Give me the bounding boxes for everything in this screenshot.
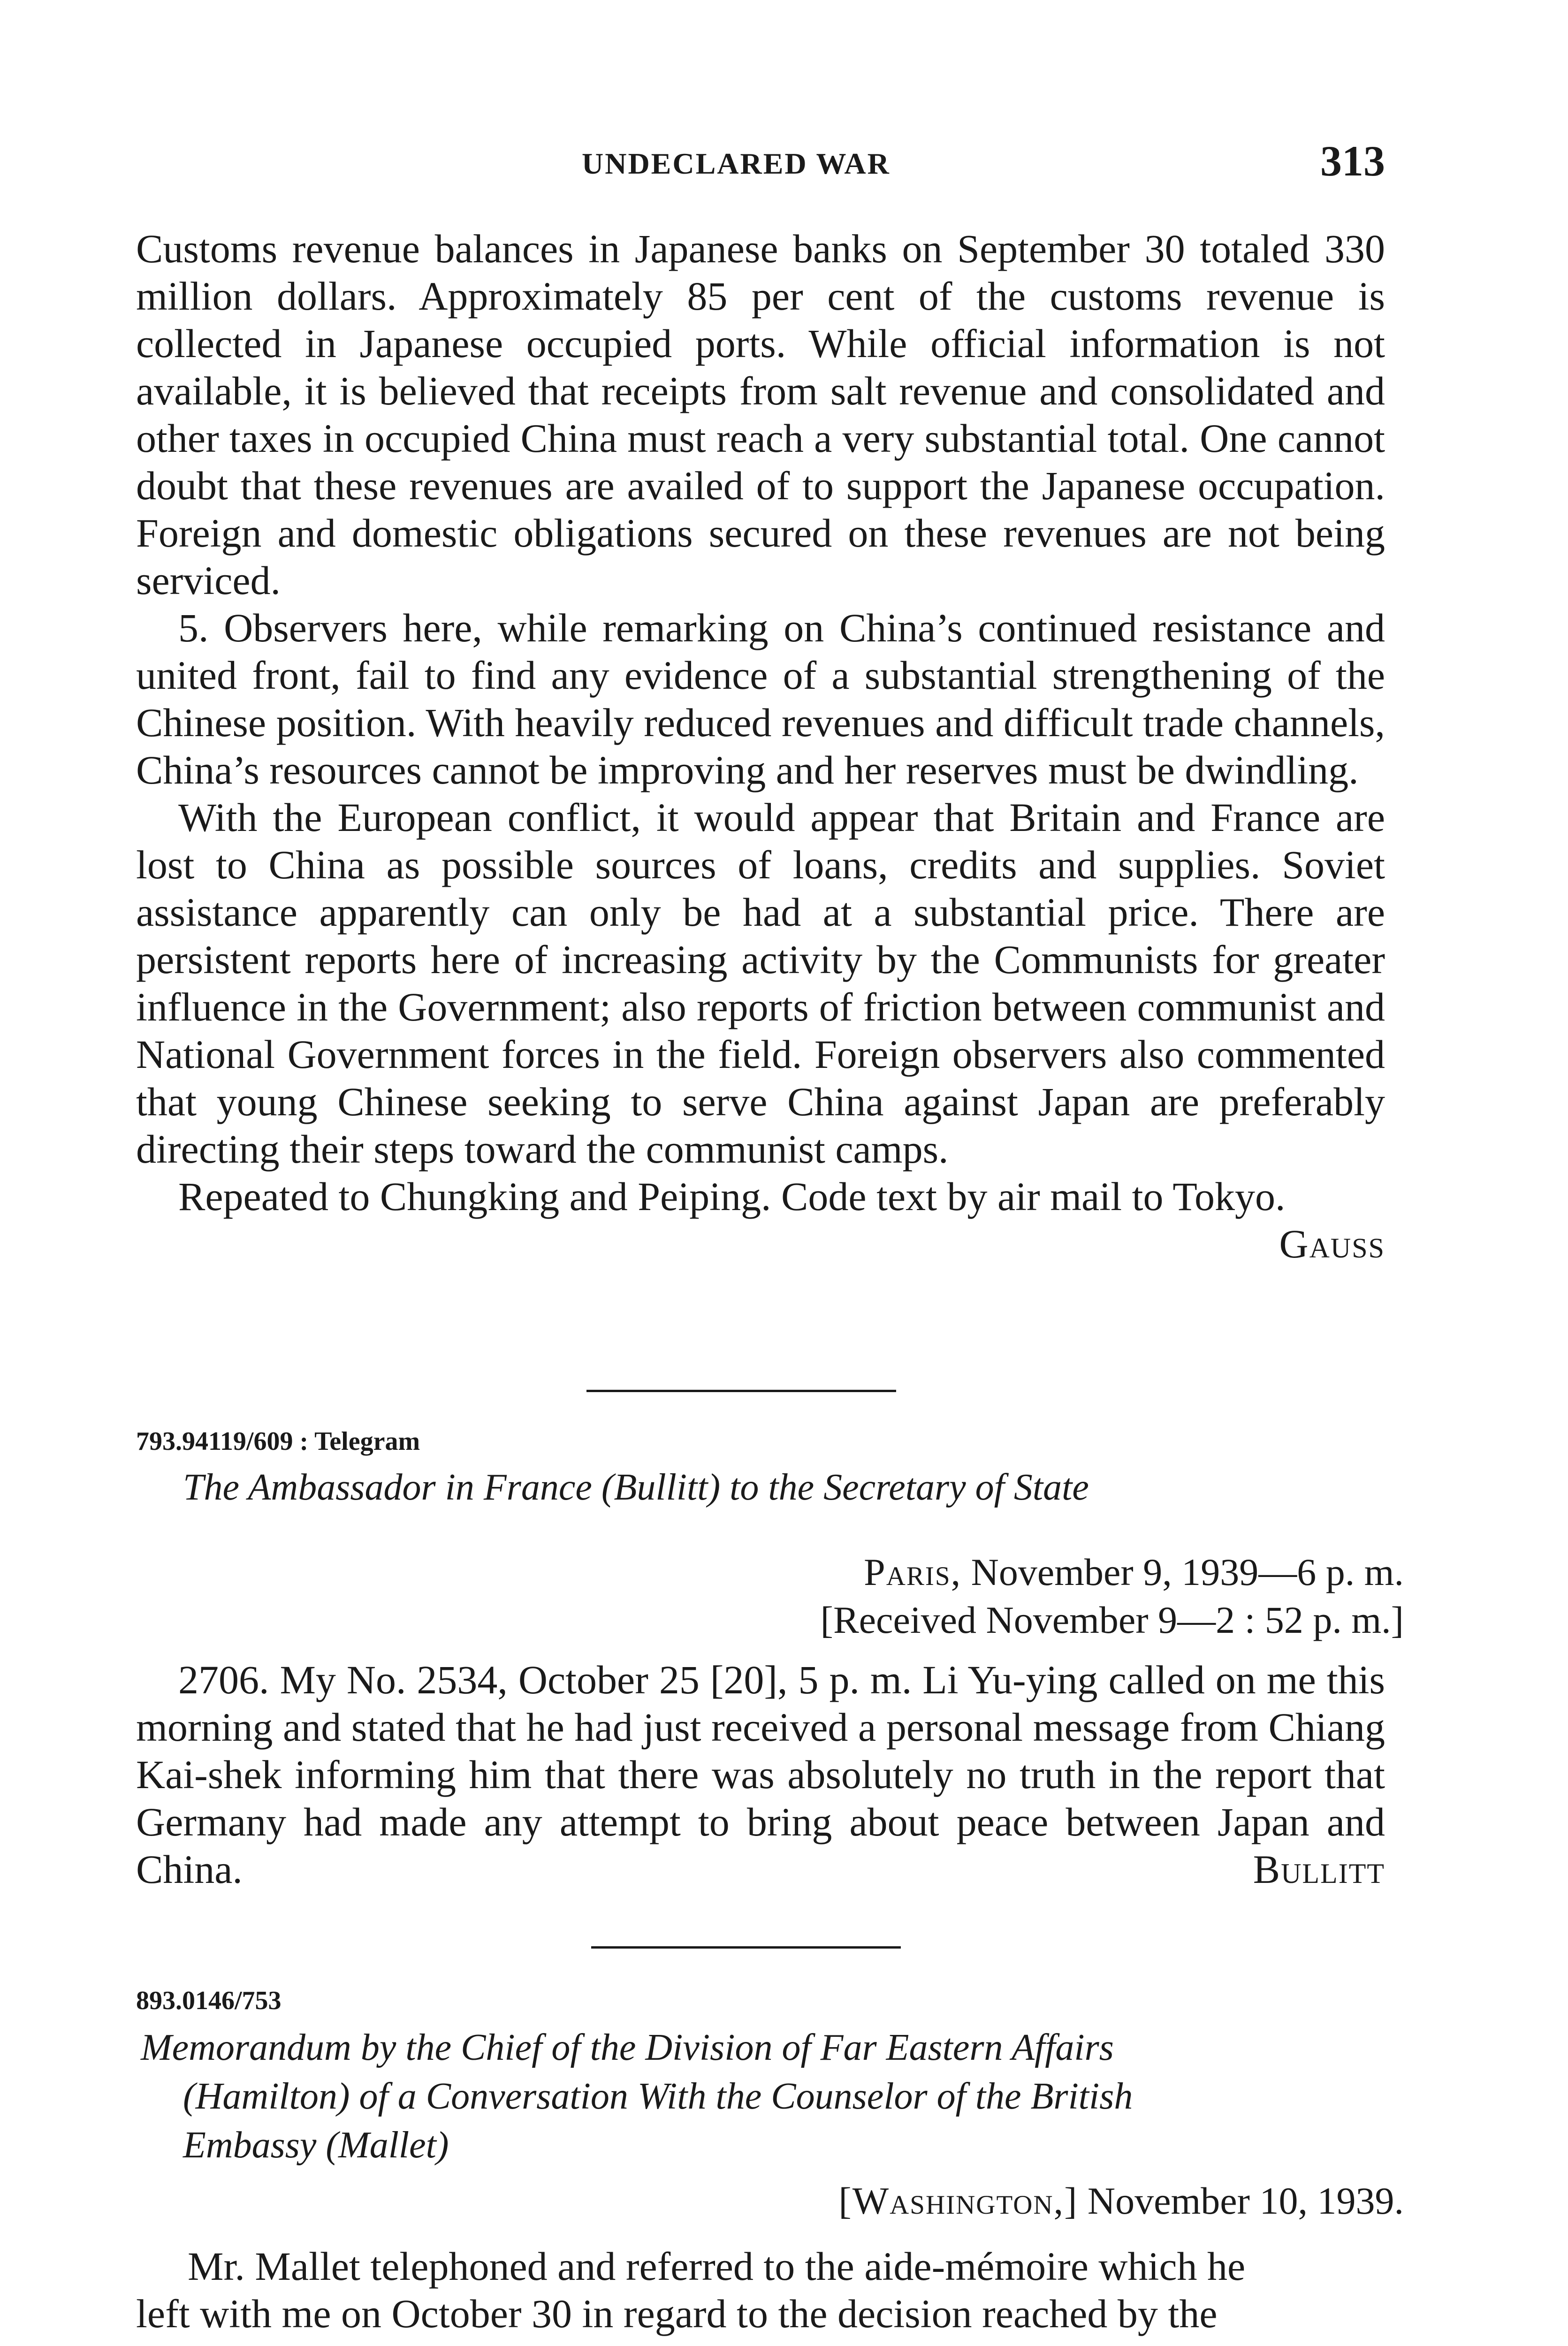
file-reference: 893.0146/753	[136, 1986, 282, 2015]
dateline-place: [Washington,]	[838, 2179, 1078, 2222]
repeated-text: Repeated to Chungking and Peiping. Code text by air mail to Tokyo.	[178, 1174, 1286, 1219]
dateline-date: November 10, 1939.	[1078, 2179, 1404, 2222]
memorandum-title-line: (Hamilton) of a Conversation With the Counselor of the British	[183, 2076, 1133, 2117]
paragraph-5: 5. Observers here, while remarking on China’s continued resistance and united front, fail to find any evidence of a substantial strengthening of the Chinese position. With heavily reduced revenues and difficult trade channels, China’s resources cannot be improving and her reserves must be dwindling.	[136, 605, 1385, 792]
memorandum-line: Mr. Mallet telephoned and referred to the aide-mémoire which he	[188, 2244, 1246, 2289]
telegram-paragraph	[136, 1656, 1385, 1893]
section-divider	[591, 1946, 901, 1949]
page-number: 313	[1320, 137, 1385, 185]
signature-bullitt: Bullitt	[1253, 1847, 1385, 1892]
dateline-sent	[821, 1548, 1404, 1596]
file-reference: 793.94119/609 : Telegram	[136, 1427, 420, 1456]
dateline	[821, 1548, 1404, 1644]
memorandum-title-line: Memorandum by the Chief of the Division of Far Eastern Affairs	[141, 2027, 1114, 2068]
dateline-place: Paris,	[864, 1551, 962, 1593]
memorandum-line: left with me on October 30 in regard to the decision reached by the	[136, 2291, 1218, 2336]
running-head: UNDECLARED WAR	[582, 147, 891, 180]
section-continued-text	[136, 225, 1385, 1268]
memorandum-title	[141, 2023, 1133, 2170]
dateline-date: November 9, 1939—6 p. m.	[961, 1551, 1404, 1593]
dateline	[838, 2177, 1404, 2225]
memorandum-title-line: Embassy (Mallet)	[183, 2125, 449, 2166]
document-title: The Ambassador in France (Bullitt) to the Secretary of State	[183, 1467, 1089, 1508]
signature-gauss: Gauss	[1279, 1221, 1385, 1266]
paragraph-repeated	[136, 1173, 1385, 1266]
section-divider	[586, 1390, 896, 1392]
paragraph-customs: Customs revenue balances in Japanese banks on September 30 totaled 330 million dollars. Approximately 85 per cent of the customs revenue is collected in Japanese occupied ports. While official information is not available, it is believed that receipts from salt revenue and consolidated and other taxes in occupied China must reach a very substantial total. One cannot doubt that these revenues are availed of to support the Japanese occupation. Foreign and domestic obligations secured on these revenues are not being serviced.	[136, 226, 1385, 603]
dateline-received: [Received November 9—2 : 52 p. m.]	[820, 1599, 1404, 1641]
paragraph-european-conflict: With the European conflict, it would appear that Britain and France are lost to China as possible sources of loans, credits and supplies. Soviet assistance apparently can only be had at a substantial price. There are persistent reports here of increasing activity by the Communists for greater influence in the Government; also reports of friction between communist and National Government forces in the field. Foreign observers also commented that young Chinese seeking to serve China against Japan are preferably directing their steps toward the communist camps.	[136, 795, 1385, 1172]
memorandum-body	[136, 2243, 1385, 2338]
telegram-text: 2706. My No. 2534, October 25 [20], 5 p. m. Li Yu-ying called on me this morning and stated that he had just received a personal message from Chiang Kai-shek informing him that there was absolutely no truth in the report that Germany had made any attempt to bring about peace between Japan and China.	[136, 1657, 1385, 1892]
telegram-body	[136, 1656, 1385, 1893]
